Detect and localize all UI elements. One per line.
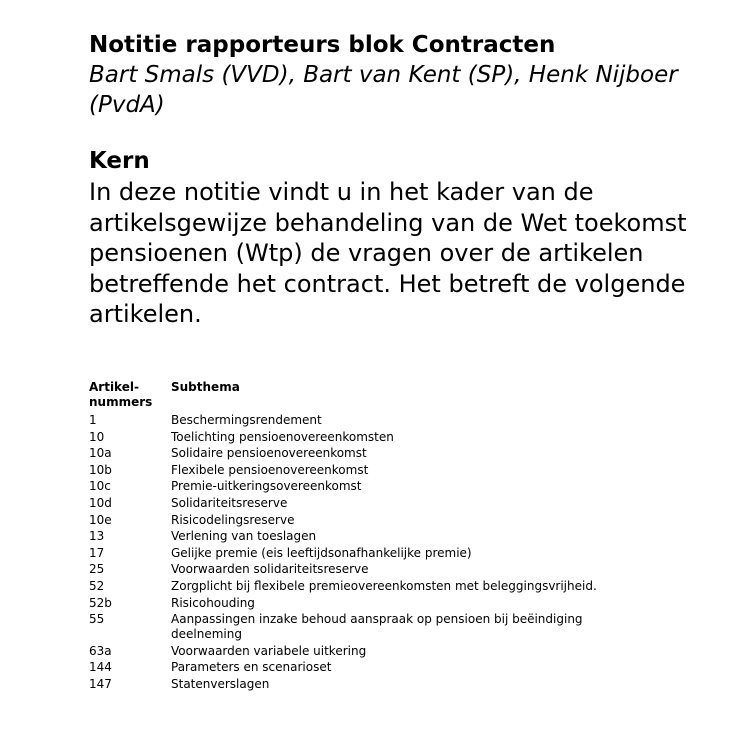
article-subthema: Risicohouding — [171, 595, 255, 610]
kern-paragraph: In deze notitie vindt u in het kader van de artikelsgewijze behandeling van de Wet toekomst pensioenen (Wtp) de vragen over de artikelen betreffende het contract. Het betreft de volgende artikelen. — [89, 178, 687, 328]
article-subthema: Toelichting pensioenovereenkomsten — [171, 429, 394, 444]
document-title: Notitie rapporteurs blok Contracten — [89, 32, 556, 58]
article-subthema: Beschermingsrendement — [171, 413, 322, 427]
table-row — [89, 430, 641, 447]
table-row — [89, 496, 641, 513]
table-row — [89, 529, 641, 546]
articles-table — [89, 380, 641, 694]
article-subthema: Parameters en scenarioset — [171, 660, 332, 675]
article-subthema: Verlening van toeslagen — [171, 529, 317, 544]
article-number: 10c — [89, 479, 111, 494]
article-subthema: Aanpassingen inzake behoud aanspraak op pensioen bij beëindiging deelneming — [171, 612, 583, 642]
article-number: 144 — [89, 660, 112, 675]
table-row — [89, 612, 641, 644]
article-subthema: Voorwaarden solidariteitsreserve — [171, 562, 369, 577]
article-number: 25 — [89, 562, 105, 577]
article-subthema: Solidariteitsreserve — [171, 495, 288, 510]
table-row — [89, 546, 641, 563]
article-subthema: Voorwaarden variabele uitkering — [171, 643, 367, 658]
table-row — [89, 513, 641, 530]
table-row — [89, 413, 641, 430]
table-row — [89, 446, 641, 463]
table-row — [89, 479, 641, 496]
table-row — [89, 677, 641, 694]
article-number: 10b — [89, 462, 112, 477]
header-subthema: Subthema — [171, 380, 240, 394]
table-header-row — [89, 380, 641, 413]
article-subthema: Gelijke premie (eis leeftijdsonafhankelijke premie) — [171, 545, 472, 560]
header-artikelnummers: Artikel- nummers — [89, 380, 153, 409]
table-row — [89, 562, 641, 579]
table-row — [89, 579, 641, 596]
article-subthema: Risicodelingsreserve — [171, 512, 295, 527]
article-number: 17 — [89, 545, 105, 560]
article-subthema: Flexibele pensioenovereenkomst — [171, 462, 369, 477]
article-number: 52 — [89, 578, 105, 593]
articles-table-body — [89, 413, 641, 694]
article-number: 10a — [89, 446, 112, 461]
article-subthema: Statenverslagen — [171, 676, 270, 691]
article-number: 63a — [89, 643, 112, 658]
article-number: 10 — [89, 429, 105, 444]
kern-heading: Kern — [89, 148, 150, 174]
article-number: 10e — [89, 512, 112, 527]
article-subthema: Premie-uitkeringsovereenkomst — [171, 479, 362, 494]
article-number: 1 — [89, 413, 97, 427]
article-number: 52b — [89, 595, 112, 610]
article-number: 13 — [89, 529, 105, 544]
article-subthema: Zorgplicht bij flexibele premieovereenkomsten met beleggingsvrijheid. — [171, 578, 597, 593]
article-number: 10d — [89, 495, 112, 510]
table-row — [89, 644, 641, 661]
table-row — [89, 463, 641, 480]
article-number: 147 — [89, 676, 112, 691]
table-row — [89, 660, 641, 677]
rapporteurs-line: Bart Smals (VVD), Bart van Kent (SP), Henk Nijboer (PvdA) — [89, 62, 678, 118]
table-row — [89, 596, 641, 613]
article-subthema: Solidaire pensioenovereenkomst — [171, 446, 367, 461]
article-number: 55 — [89, 612, 105, 627]
